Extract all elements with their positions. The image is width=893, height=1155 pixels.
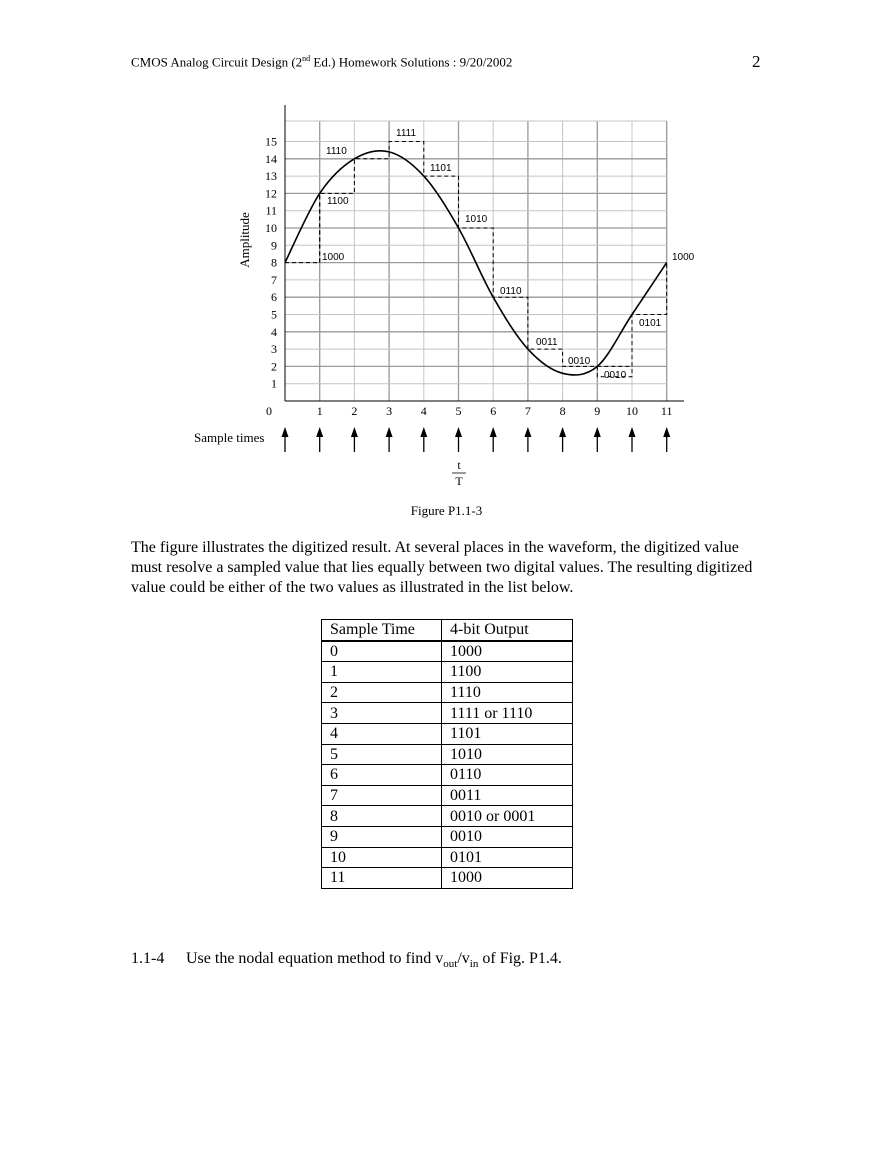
table-row	[322, 785, 573, 806]
problem-text: Use the nodal equation method to find v	[186, 950, 444, 967]
y-tick-label: 8	[271, 255, 277, 270]
sample-arrow-head	[316, 427, 323, 437]
table-row	[322, 806, 573, 827]
x-label-denominator: T	[455, 474, 463, 488]
table-row	[322, 682, 573, 703]
code-label: 0011	[536, 337, 558, 348]
table-row	[322, 826, 573, 847]
code-label: 0010	[568, 356, 591, 367]
sample-arrow-head	[420, 427, 427, 437]
problem-text-end: of Fig. P1.4.	[478, 950, 562, 967]
sample-arrow-head	[663, 427, 670, 437]
code-labels	[322, 128, 695, 381]
sample-arrow-head	[524, 427, 531, 437]
code-label: 0101	[639, 318, 662, 329]
code-label: 0110	[500, 286, 522, 297]
cell-sample-time: 10	[322, 847, 442, 868]
code-label: 1010	[465, 214, 488, 225]
x-tick-label: 10	[626, 404, 638, 418]
cell-4bit-output: 0110	[442, 765, 573, 786]
y-tick-label: 12	[265, 186, 277, 201]
table-header-row	[322, 620, 573, 641]
x-tick-label: 1	[316, 404, 323, 418]
header-sample-time: Sample Time	[322, 620, 442, 641]
y-tick-label: 15	[265, 134, 277, 149]
sub-out: out	[443, 958, 458, 971]
y-tick-label: 10	[265, 221, 277, 235]
y-tick-label: 9	[271, 238, 277, 253]
x-tick-label: 0	[266, 404, 272, 418]
table-row	[322, 703, 573, 724]
cell-4bit-output: 0101	[442, 847, 573, 868]
x-tick-label: 3	[386, 404, 393, 418]
page-number: 2	[752, 52, 761, 71]
sample-arrow-head	[455, 427, 462, 437]
cell-sample-time: 9	[322, 826, 442, 847]
cell-sample-time: 3	[322, 703, 442, 724]
sample-arrows	[282, 427, 671, 452]
y-tick-label: 2	[271, 359, 277, 374]
x-tick-label: 2	[351, 404, 358, 418]
x-tick-label: 4	[420, 404, 427, 418]
body-paragraph: The figure illustrates the digitized result. At several places in the waveform, the digitized value must resolve a sampled value that lies equally between two digital values. The resulting digitized value could be either of the two values as illustrated in the list below.	[131, 539, 753, 596]
sample-arrow-head	[594, 427, 601, 437]
cell-4bit-output: 1000	[442, 868, 573, 889]
table-row	[322, 723, 573, 744]
code-label: 0010	[604, 370, 627, 381]
cell-sample-time: 8	[322, 806, 442, 827]
problem-1-1-4	[131, 950, 562, 970]
y-axis-label: Amplitude	[237, 212, 252, 268]
y-tick-label: 7	[271, 272, 277, 287]
cell-sample-time: 4	[322, 723, 442, 744]
code-label: 1000	[322, 252, 345, 263]
problem-number: 1.1-4	[131, 950, 165, 967]
y-tick-label: 13	[265, 169, 277, 184]
cell-4bit-output: 0011	[442, 785, 573, 806]
table-row	[322, 765, 573, 786]
cell-4bit-output: 0010 or 0001	[442, 806, 573, 827]
table-row	[322, 847, 573, 868]
code-label: 1110	[326, 146, 347, 157]
sample-arrow-head	[490, 427, 497, 437]
y-tick-label: 14	[265, 151, 277, 166]
cell-4bit-output: 1101	[442, 723, 573, 744]
cell-4bit-output: 1100	[442, 662, 573, 683]
cell-sample-time: 5	[322, 744, 442, 765]
sample-arrow-head	[629, 427, 636, 437]
header-title-part2: Ed.) Homework Solutions : 9/20/2002	[310, 54, 513, 70]
y-tick-label: 1	[271, 376, 277, 391]
y-tick-label: 5	[271, 307, 277, 322]
table-body	[322, 641, 573, 889]
x-tick-label: 8	[559, 404, 566, 418]
figure-p1-1-3	[0, 0, 893, 500]
cell-4bit-output: 1110	[442, 682, 573, 703]
sample-arrow-head	[351, 427, 358, 437]
code-label: 1000	[672, 252, 695, 263]
code-label: 1100	[327, 196, 349, 207]
cell-4bit-output: 1111 or 1110	[442, 703, 573, 724]
cell-sample-time: 0	[322, 641, 442, 662]
code-label: 1101	[430, 163, 452, 174]
x-tick-label: 11	[660, 404, 673, 418]
header-4bit-output: 4-bit Output	[442, 620, 573, 641]
sample-output-table	[321, 619, 573, 889]
code-label: 1111	[396, 128, 417, 139]
sample-arrow-head	[282, 427, 289, 437]
sample-times-label: Sample times	[194, 430, 265, 445]
cell-4bit-output: 1000	[442, 641, 573, 662]
x-tick-label: 9	[594, 404, 601, 418]
sample-arrow-head	[559, 427, 566, 437]
x-tick-label: 6	[490, 404, 497, 418]
cell-sample-time: 7	[322, 785, 442, 806]
x-tick-label: 7	[524, 404, 531, 418]
x-tick-label: 5	[455, 404, 462, 418]
y-tick-label: 11	[265, 203, 277, 218]
sub-in: in	[469, 958, 479, 971]
cell-sample-time: 6	[322, 765, 442, 786]
table-row	[322, 744, 573, 765]
table-row	[322, 662, 573, 683]
figure-caption: Figure P1.1-3	[410, 503, 483, 518]
y-tick-label: 4	[271, 324, 277, 339]
cell-sample-time: 11	[322, 868, 442, 889]
y-tick-label: 3	[271, 342, 277, 357]
table-row	[322, 641, 573, 662]
x-label-numerator: t	[457, 458, 461, 472]
problem-slash: /v	[457, 950, 470, 967]
cell-sample-time: 1	[322, 662, 442, 683]
sample-arrow-head	[386, 427, 393, 437]
cell-4bit-output: 1010	[442, 744, 573, 765]
header-title-part1: CMOS Analog Circuit Design (2	[131, 54, 303, 70]
table-row	[322, 868, 573, 889]
cell-4bit-output: 0010	[442, 826, 573, 847]
header-title-sup: nd	[302, 54, 311, 63]
y-tick-label: 6	[271, 290, 277, 305]
cell-sample-time: 2	[322, 682, 442, 703]
